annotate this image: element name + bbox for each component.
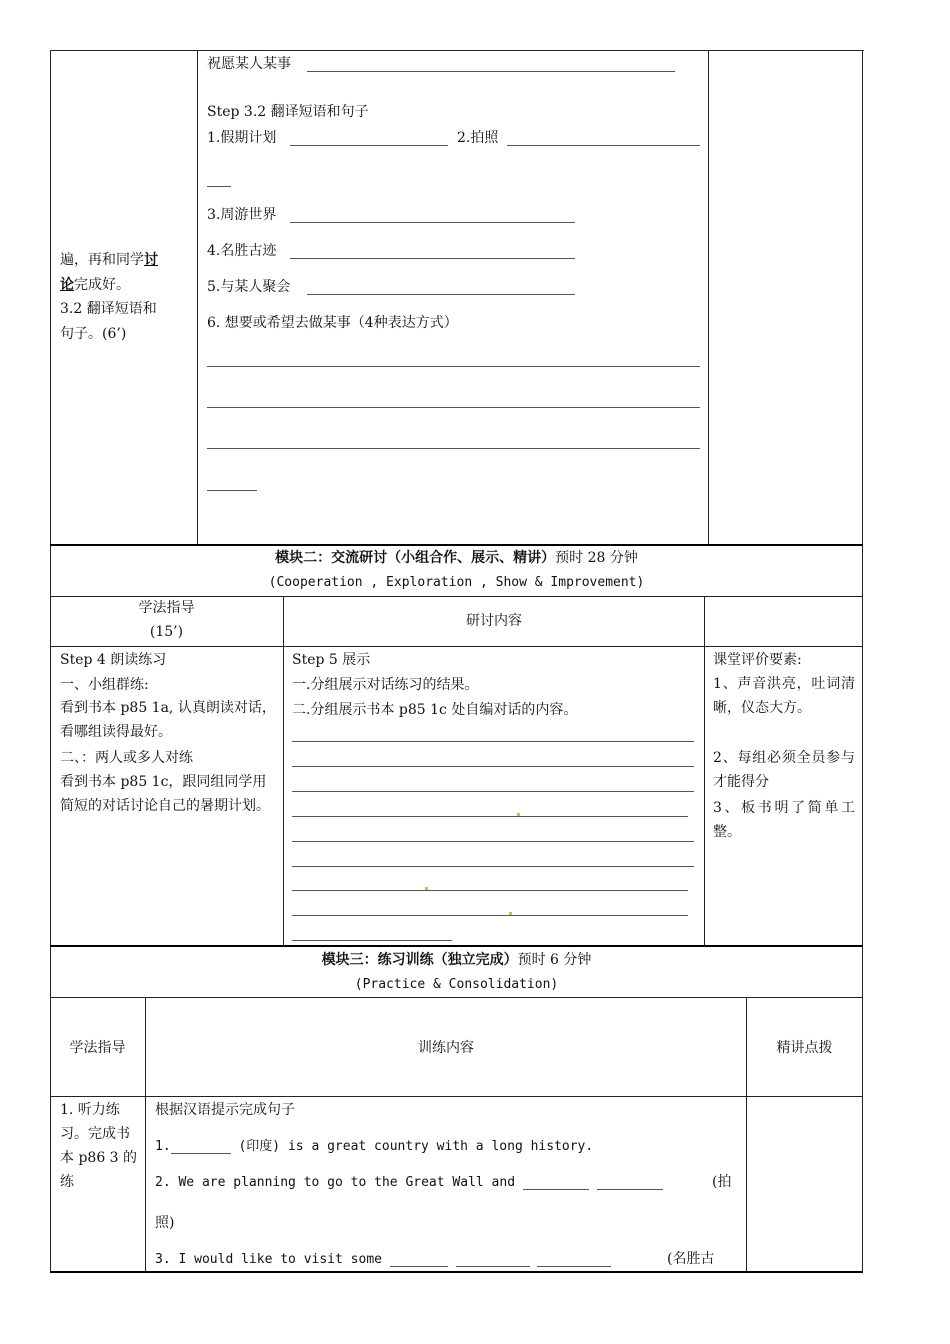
- show-blank-6[interactable]: [292, 866, 694, 867]
- wish-blank[interactable]: [307, 71, 675, 72]
- show-blank-2[interactable]: [292, 766, 694, 767]
- show-item-2: 二.分组展示书本 p85 1c 处自编对话的内容。: [292, 702, 578, 718]
- item-6-label: 6. 想要或希望去做某事（4种表达方式）: [207, 315, 458, 331]
- item-6-blank-1[interactable]: [207, 366, 700, 367]
- step-5-title: Step 5 展示: [292, 652, 371, 668]
- evaluation-title: 课堂评价要素:: [713, 652, 802, 668]
- evaluation-item-2: 2、每组必须全员参与才能得分: [713, 750, 855, 790]
- sentence-2: [155, 1176, 663, 1190]
- module3-col2-header: 训练内容: [418, 1040, 474, 1056]
- module3-col3-header: 精讲点拨: [776, 1040, 833, 1056]
- module3-left-text: 1. 听力练习。完成书本 p86 3 的练: [60, 1102, 138, 1190]
- sentence-3-blank-2[interactable]: [456, 1253, 530, 1267]
- item-2-blank-cont[interactable]: [207, 186, 231, 187]
- module3-title-bold: 模块三：练习训练（独立完成）: [321, 952, 518, 968]
- show-blank-4[interactable]: [292, 816, 688, 817]
- sentence-2-hint-a: (拍: [712, 1174, 732, 1190]
- module2-subtitle: (Cooperation , Exploration , Show & Improvement): [268, 575, 645, 590]
- show-blank-9[interactable]: [292, 940, 452, 941]
- wish-item: 祝愿某人某事: [207, 56, 291, 72]
- show-item-1: 一.分组展示对话练习的结果。: [292, 677, 479, 693]
- step-3-2-title: Step 3.2 翻译短语和句子: [207, 104, 369, 120]
- sentence-3-text: 3. I would like to visit some: [155, 1252, 382, 1267]
- pair-practice: 二、：两人或多人对练: [60, 750, 193, 766]
- sentence-1-prefix: 1.: [155, 1139, 171, 1154]
- sentence-1-blank[interactable]: [171, 1140, 231, 1154]
- module3-col1-header: 学法指导: [69, 1040, 126, 1056]
- show-blank-5[interactable]: [292, 841, 694, 842]
- step-4-title: Step 4 朗读练习: [60, 652, 167, 668]
- left-text-line4: 句子。(6’): [60, 326, 127, 342]
- item-4-blank[interactable]: [290, 258, 575, 259]
- group-practice-desc: 看到书本 p85 1a, 认真朗读对话，看哪组读得最好。: [60, 700, 276, 740]
- sentence-3-blank-1[interactable]: [390, 1253, 448, 1267]
- module3-content-title: 根据汉语提示完成句子: [155, 1102, 295, 1118]
- show-blank-1[interactable]: [292, 741, 694, 742]
- item-5-label: 5.与某人聚会: [207, 279, 291, 295]
- item-1-blank[interactable]: [290, 145, 448, 146]
- item-3-blank[interactable]: [290, 222, 575, 223]
- module3-subtitle: (Practice & Consolidation): [354, 977, 559, 992]
- show-blank-8[interactable]: [292, 915, 688, 916]
- item-2-label: 2.拍照: [457, 130, 499, 146]
- sentence-1: [155, 1140, 593, 1154]
- module2-time: 预时 28 分钟: [555, 550, 638, 566]
- module2-col1-header-time: (15’): [149, 624, 184, 640]
- item-6-blank-2[interactable]: [207, 407, 700, 408]
- sentence-2-hint-b: 照): [155, 1215, 175, 1231]
- item-6-blank-3[interactable]: [207, 448, 700, 449]
- left-text-line3: 3.2 翻译短语和: [60, 301, 157, 317]
- left-text-a: 遍，再和同学: [60, 252, 144, 268]
- pair-practice-desc: 看到书本 p85 1c，跟同组同学用简短的对话讨论自己的暑期计划。: [60, 774, 270, 814]
- left-text-discuss-2: 论: [60, 277, 74, 293]
- left-text-line1: [60, 253, 158, 267]
- show-blank-7[interactable]: [292, 890, 688, 891]
- left-text-discuss-1: 讨: [144, 252, 158, 268]
- sentence-2-blank-1[interactable]: [523, 1176, 589, 1190]
- group-practice: 一、小组群练:: [60, 677, 149, 693]
- sentence-3-hint: (名胜古: [667, 1251, 715, 1267]
- module2-col2-header: 研讨内容: [466, 613, 522, 629]
- module3-time: 预时 6 分钟: [517, 952, 592, 968]
- item-2-blank[interactable]: [507, 145, 700, 146]
- sentence-2-text: 2. We are planning to go to the Great Wall and: [155, 1175, 516, 1190]
- sentence-1-rest: is a great country with a long history.: [287, 1139, 594, 1154]
- show-blank-3[interactable]: [292, 791, 694, 792]
- item-4-label: 4.名胜古迹: [207, 243, 277, 259]
- evaluation-item-3: 3、板书明了简单工整。: [713, 800, 855, 840]
- item-1-label: 1.假期计划: [207, 130, 277, 146]
- item-6-blank-4[interactable]: [207, 490, 257, 491]
- module2-title-bold: 模块二：交流研讨（小组合作、展示、精讲）: [275, 550, 556, 566]
- sentence-2-blank-2[interactable]: [597, 1176, 663, 1190]
- module3-title: [50, 953, 863, 967]
- sentence-1-hint: (印度): [238, 1139, 281, 1154]
- module2-title: [50, 551, 863, 565]
- item-5-blank[interactable]: [307, 294, 575, 295]
- item-3-label: 3.周游世界: [207, 207, 277, 223]
- left-text-line2: [60, 278, 130, 292]
- evaluation-item-1: 1、声音洪亮，吐词清晰，仪态大方。: [713, 676, 855, 716]
- left-text-c: 完成好。: [74, 277, 130, 293]
- module2-col1-header: 学法指导: [138, 600, 195, 616]
- sentence-3-blank-3[interactable]: [537, 1253, 611, 1267]
- sentence-3: [155, 1253, 611, 1267]
